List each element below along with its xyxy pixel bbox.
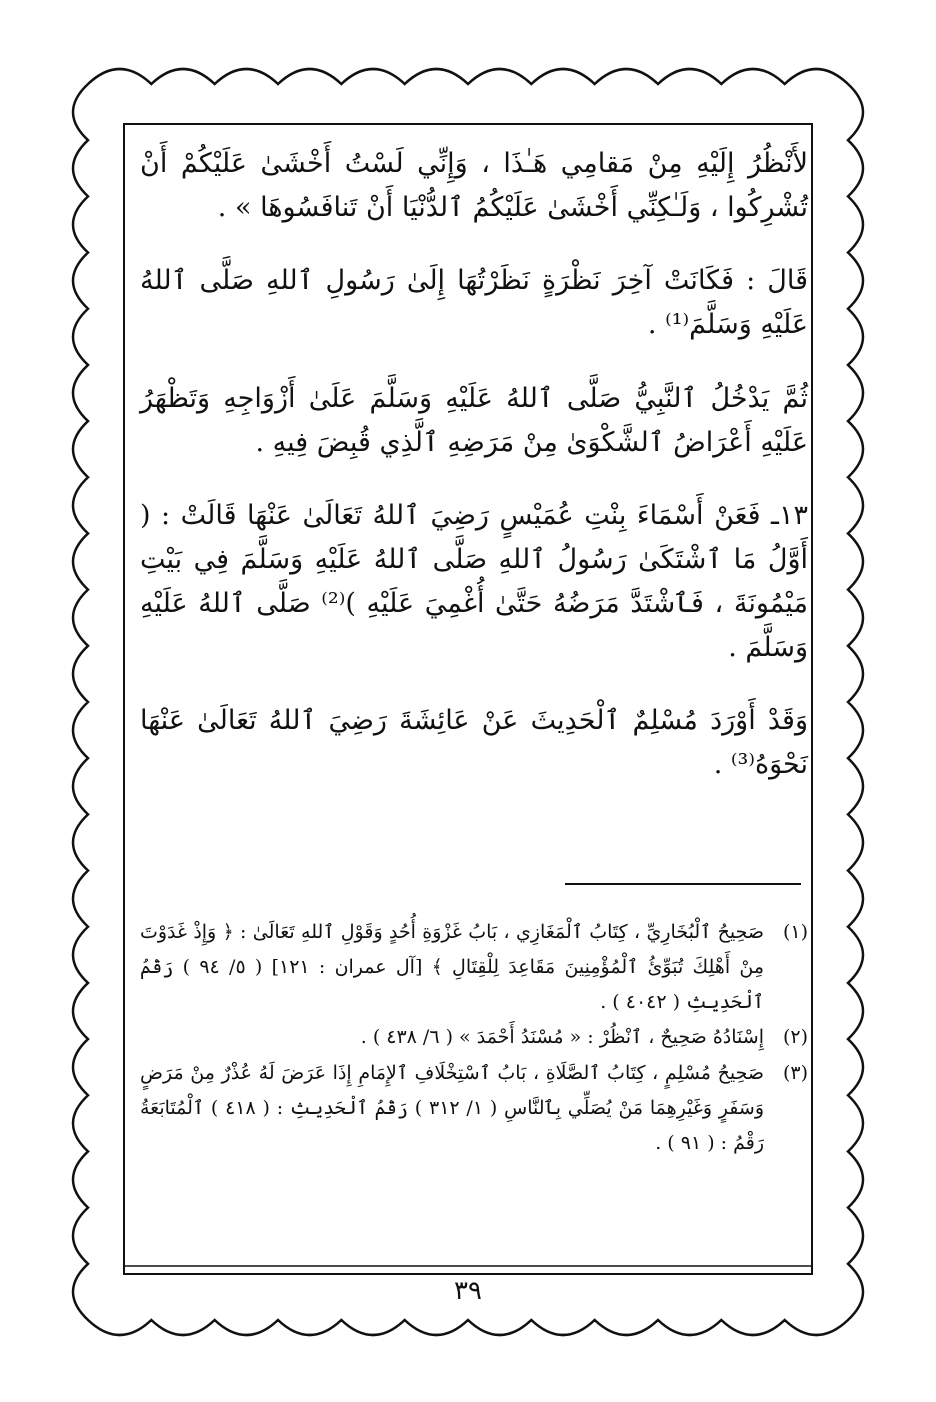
- footnote-number: (١): [782, 921, 808, 943]
- paragraph-3: ثُمَّ يَدْخُلُ ٱلنَّبِيُّ صَلَّى ٱللهُ عَلَيْهِ وَسَلَّمَ عَلَىٰ أَزْوَاجِهِ وَتَظْهَرُ عَلَيْهِ أَعْرَاضُ ٱلشَّكْوَىٰ مِنْ مَرَضِهِ ٱلَّذِي قُبِضَ فِيهِ .: [140, 382, 808, 458]
- footnote-text: إِسْنَادُهُ صَحِيحٌ ، ٱنْظُرْ : « مُسْنَدُ أَحْمَدَ » ( ٦/ ٤٣٨ ) .: [360, 1026, 764, 1049]
- footnote-2: [140, 1020, 808, 1055]
- paragraph-1: لأَنْظُرُ إِلَيْهِ مِنْ مَقامِي هَـٰذَا ، وَإِنِّي لَسْتُ أَخْشَىٰ عَلَيْكُمْ أَنْ تُشْرِكُوا ، وَلَـٰكِنِّي أَخْشَىٰ عَلَيْكُمُ ٱلدُّنْيَا أَنْ تَنافَسُوهَا » .: [140, 148, 808, 223]
- main-text: [140, 142, 808, 787]
- footnote-1: [140, 915, 808, 1020]
- footnote-separator: [565, 883, 801, 885]
- footnote-number: (٣): [782, 1061, 808, 1084]
- footnote-number: (٢): [782, 1026, 808, 1049]
- paragraph-5: وَقَدْ أَوْرَدَ مُسْلِمٌ ٱلْحَدِيثَ عَنْ عَائِشَةَ رَضِيَ ٱللهُ تَعَالَىٰ عَنْهَا نَحْوَهُ⁽³⁾ .: [140, 705, 808, 781]
- paragraph-4: ١٣ـ فَعَنْ أَسْمَاءَ بِنْتِ عُمَيْسٍ رَضِيَ ٱللهُ تَعَالَىٰ عَنْهَا قَالَتْ : ( أَوَّلُ مَا ٱشْتَكَىٰ رَسُولُ ٱللهِ صَلَّى ٱللهُ عَلَيْهِ وَسَلَّمَ فِي بَيْتِ مَيْمُونَةَ ، فَٱشْتَدَّ مَرَضُهُ حَتَّىٰ أُغْمِيَ عَلَيْهِ )⁽²⁾ صَلَّى ٱللهُ عَلَيْهِ وَسَلَّمَ .: [140, 500, 809, 663]
- footnote-text: صَحِيحُ مُسْلِمٍ ، كِتَابُ ٱلصَّلَاةِ ، بَابُ ٱسْتِخْلَافِ ٱلإِمَامِ إِذَا عَرَضَ لَهُ عُذْرٌ مِنْ مَرَضٍ وَسَفَرٍ وَغَيْرِهِمَا مَنْ يُصَلِّي بِٱلنَّاسِ ( ١/ ٣١٢ ) رَقْمُ ٱلْحَدِيثِ : ( ٤١٨ ) ٱلْمُتَابَعَةُ رَقْمُ : ( ٩١ ) .: [140, 1061, 764, 1154]
- page-number: ٣٩: [454, 1276, 482, 1306]
- footnote-text: صَحِيحُ ٱلْبُخَارِيِّ ، كِتَابُ ٱلْمَغَازِي ، بَابُ غَزْوَةِ أُحُدٍ وَقَوْلِ ٱللهِ تَعَالَىٰ : ﴿ وَإِذْ غَدَوْتَ مِنْ أَهْلِكَ تُبَوِّئُ ٱلْمُؤْمِنِينَ مَقَاعِدَ لِلْقِتَالِ ﴾ [آل عمران : ١٢١] ( ٥/ ٩٤ ) رَقْمُ ٱلْحَدِيثِ ( ٤٠٤٢ ) .: [140, 921, 765, 1014]
- paragraph-2: قَالَ : فَكَانَتْ آخِرَ نَظْرَةٍ نَظَرْتُهَا إِلَىٰ رَسُولِ ٱللهِ صَلَّى ٱللهُ عَلَيْهِ وَسَلَّمَ⁽¹⁾ .: [140, 265, 808, 341]
- footnotes: [140, 915, 808, 1161]
- footnote-3: [140, 1056, 808, 1161]
